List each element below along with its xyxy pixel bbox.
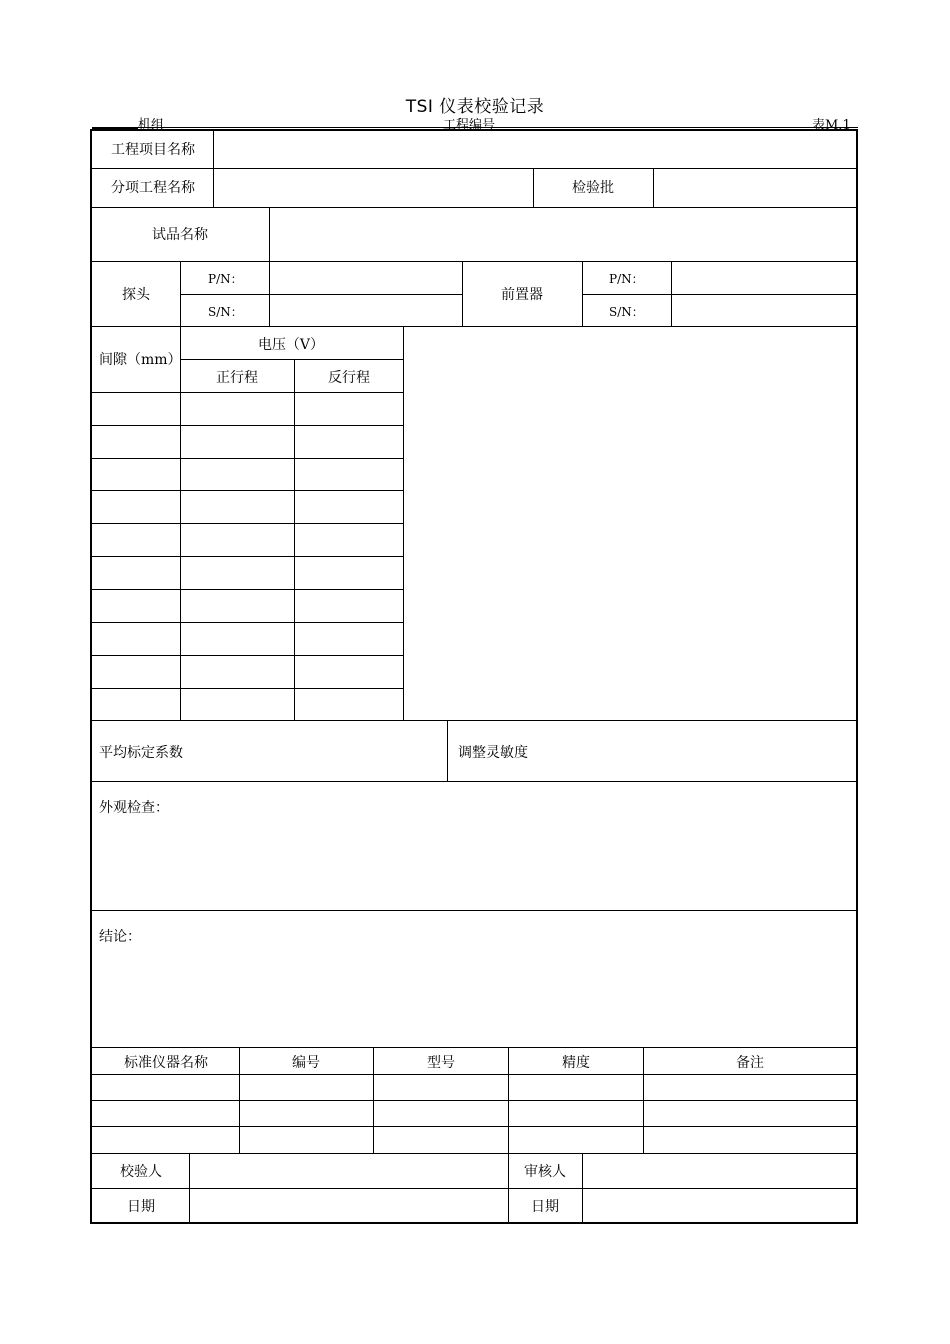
- standard-accuracy-header: 精度: [562, 1055, 590, 1071]
- record-form: [90, 129, 858, 1224]
- row-line: [92, 523, 403, 524]
- row-line: [180, 359, 403, 360]
- project-no-label: 工程编号: [443, 118, 496, 133]
- row-line: [92, 720, 856, 721]
- avg-coefficient-label: 平均标定系数: [99, 745, 183, 761]
- col-line: [403, 326, 404, 720]
- col-line: [213, 168, 214, 207]
- row-line: [92, 910, 856, 911]
- row-line: [92, 1100, 856, 1101]
- row-line: [92, 458, 403, 459]
- row-line: [92, 781, 856, 782]
- preamplifier-label: 前置器: [501, 287, 543, 303]
- col-line: [462, 261, 463, 326]
- col-line: [671, 261, 672, 326]
- gap-label: 间隙（mm）: [99, 352, 182, 368]
- sub-project-name-label: 分项工程名称: [111, 180, 195, 196]
- row-line: [92, 589, 403, 590]
- col-line: [294, 359, 295, 720]
- form-number: 表M.1: [812, 118, 851, 133]
- col-line: [269, 261, 270, 326]
- row-line: [92, 425, 403, 426]
- col-line: [508, 1153, 509, 1224]
- voltage-label: 电压（V）: [257, 337, 325, 353]
- col-line: [582, 261, 583, 326]
- row-line: [92, 392, 403, 393]
- row-line: [92, 1188, 856, 1189]
- standard-model-header: 型号: [427, 1055, 455, 1071]
- header-rule: [92, 127, 858, 128]
- col-line: [180, 261, 181, 720]
- row-line: [92, 490, 403, 491]
- col-line: [373, 1047, 374, 1153]
- row-line: [92, 1126, 856, 1127]
- sample-name-label: 试品名称: [152, 227, 208, 243]
- row-line: [92, 655, 403, 656]
- row-line: [92, 168, 856, 169]
- forward-stroke-label: 正行程: [216, 370, 258, 386]
- row-line: [180, 294, 462, 295]
- standard-number-header: 编号: [292, 1055, 320, 1071]
- col-line: [189, 1153, 190, 1224]
- checker-date-label: 日期: [127, 1199, 155, 1215]
- sensitivity-label: 调整灵敏度: [458, 745, 528, 761]
- col-line: [239, 1047, 240, 1153]
- project-name-label: 工程项目名称: [111, 142, 195, 158]
- col-line: [269, 207, 270, 261]
- row-line: [92, 207, 856, 208]
- probe-sn-label: S/N：: [208, 305, 243, 319]
- row-line: [92, 688, 403, 689]
- row-line: [582, 294, 856, 295]
- standard-remarks-header: 备注: [736, 1055, 764, 1071]
- col-line: [447, 720, 448, 781]
- inspection-batch-label: 检验批: [572, 180, 614, 196]
- col-line: [582, 1153, 583, 1224]
- row-line: [92, 1047, 856, 1048]
- col-line: [508, 1047, 509, 1153]
- probe-label: 探头: [122, 287, 150, 303]
- col-line: [213, 131, 214, 168]
- row-line: [92, 556, 403, 557]
- row-line: [92, 1153, 856, 1154]
- document-title: TSI 仪表校验记录: [405, 97, 545, 117]
- col-line: [653, 168, 654, 207]
- row-line: [92, 261, 856, 262]
- standard-instrument-name-header: 标准仪器名称: [124, 1055, 208, 1071]
- preamp-sn-label: S/N：: [609, 305, 644, 319]
- reverse-stroke-label: 反行程: [328, 370, 370, 386]
- appearance-check-label: 外观检查：: [99, 800, 169, 816]
- col-line: [533, 168, 534, 207]
- checker-label: 校验人: [120, 1164, 162, 1180]
- unit-label-text: 机组: [138, 118, 165, 133]
- col-line: [643, 1047, 644, 1153]
- preamp-pn-label: P/N：: [609, 272, 644, 286]
- row-line: [92, 326, 856, 327]
- conclusion-label: 结论：: [99, 929, 141, 945]
- row-line: [92, 1074, 856, 1075]
- reviewer-date-label: 日期: [531, 1199, 559, 1215]
- reviewer-label: 审核人: [524, 1164, 566, 1180]
- probe-pn-label: P/N：: [208, 272, 243, 286]
- row-line: [92, 622, 403, 623]
